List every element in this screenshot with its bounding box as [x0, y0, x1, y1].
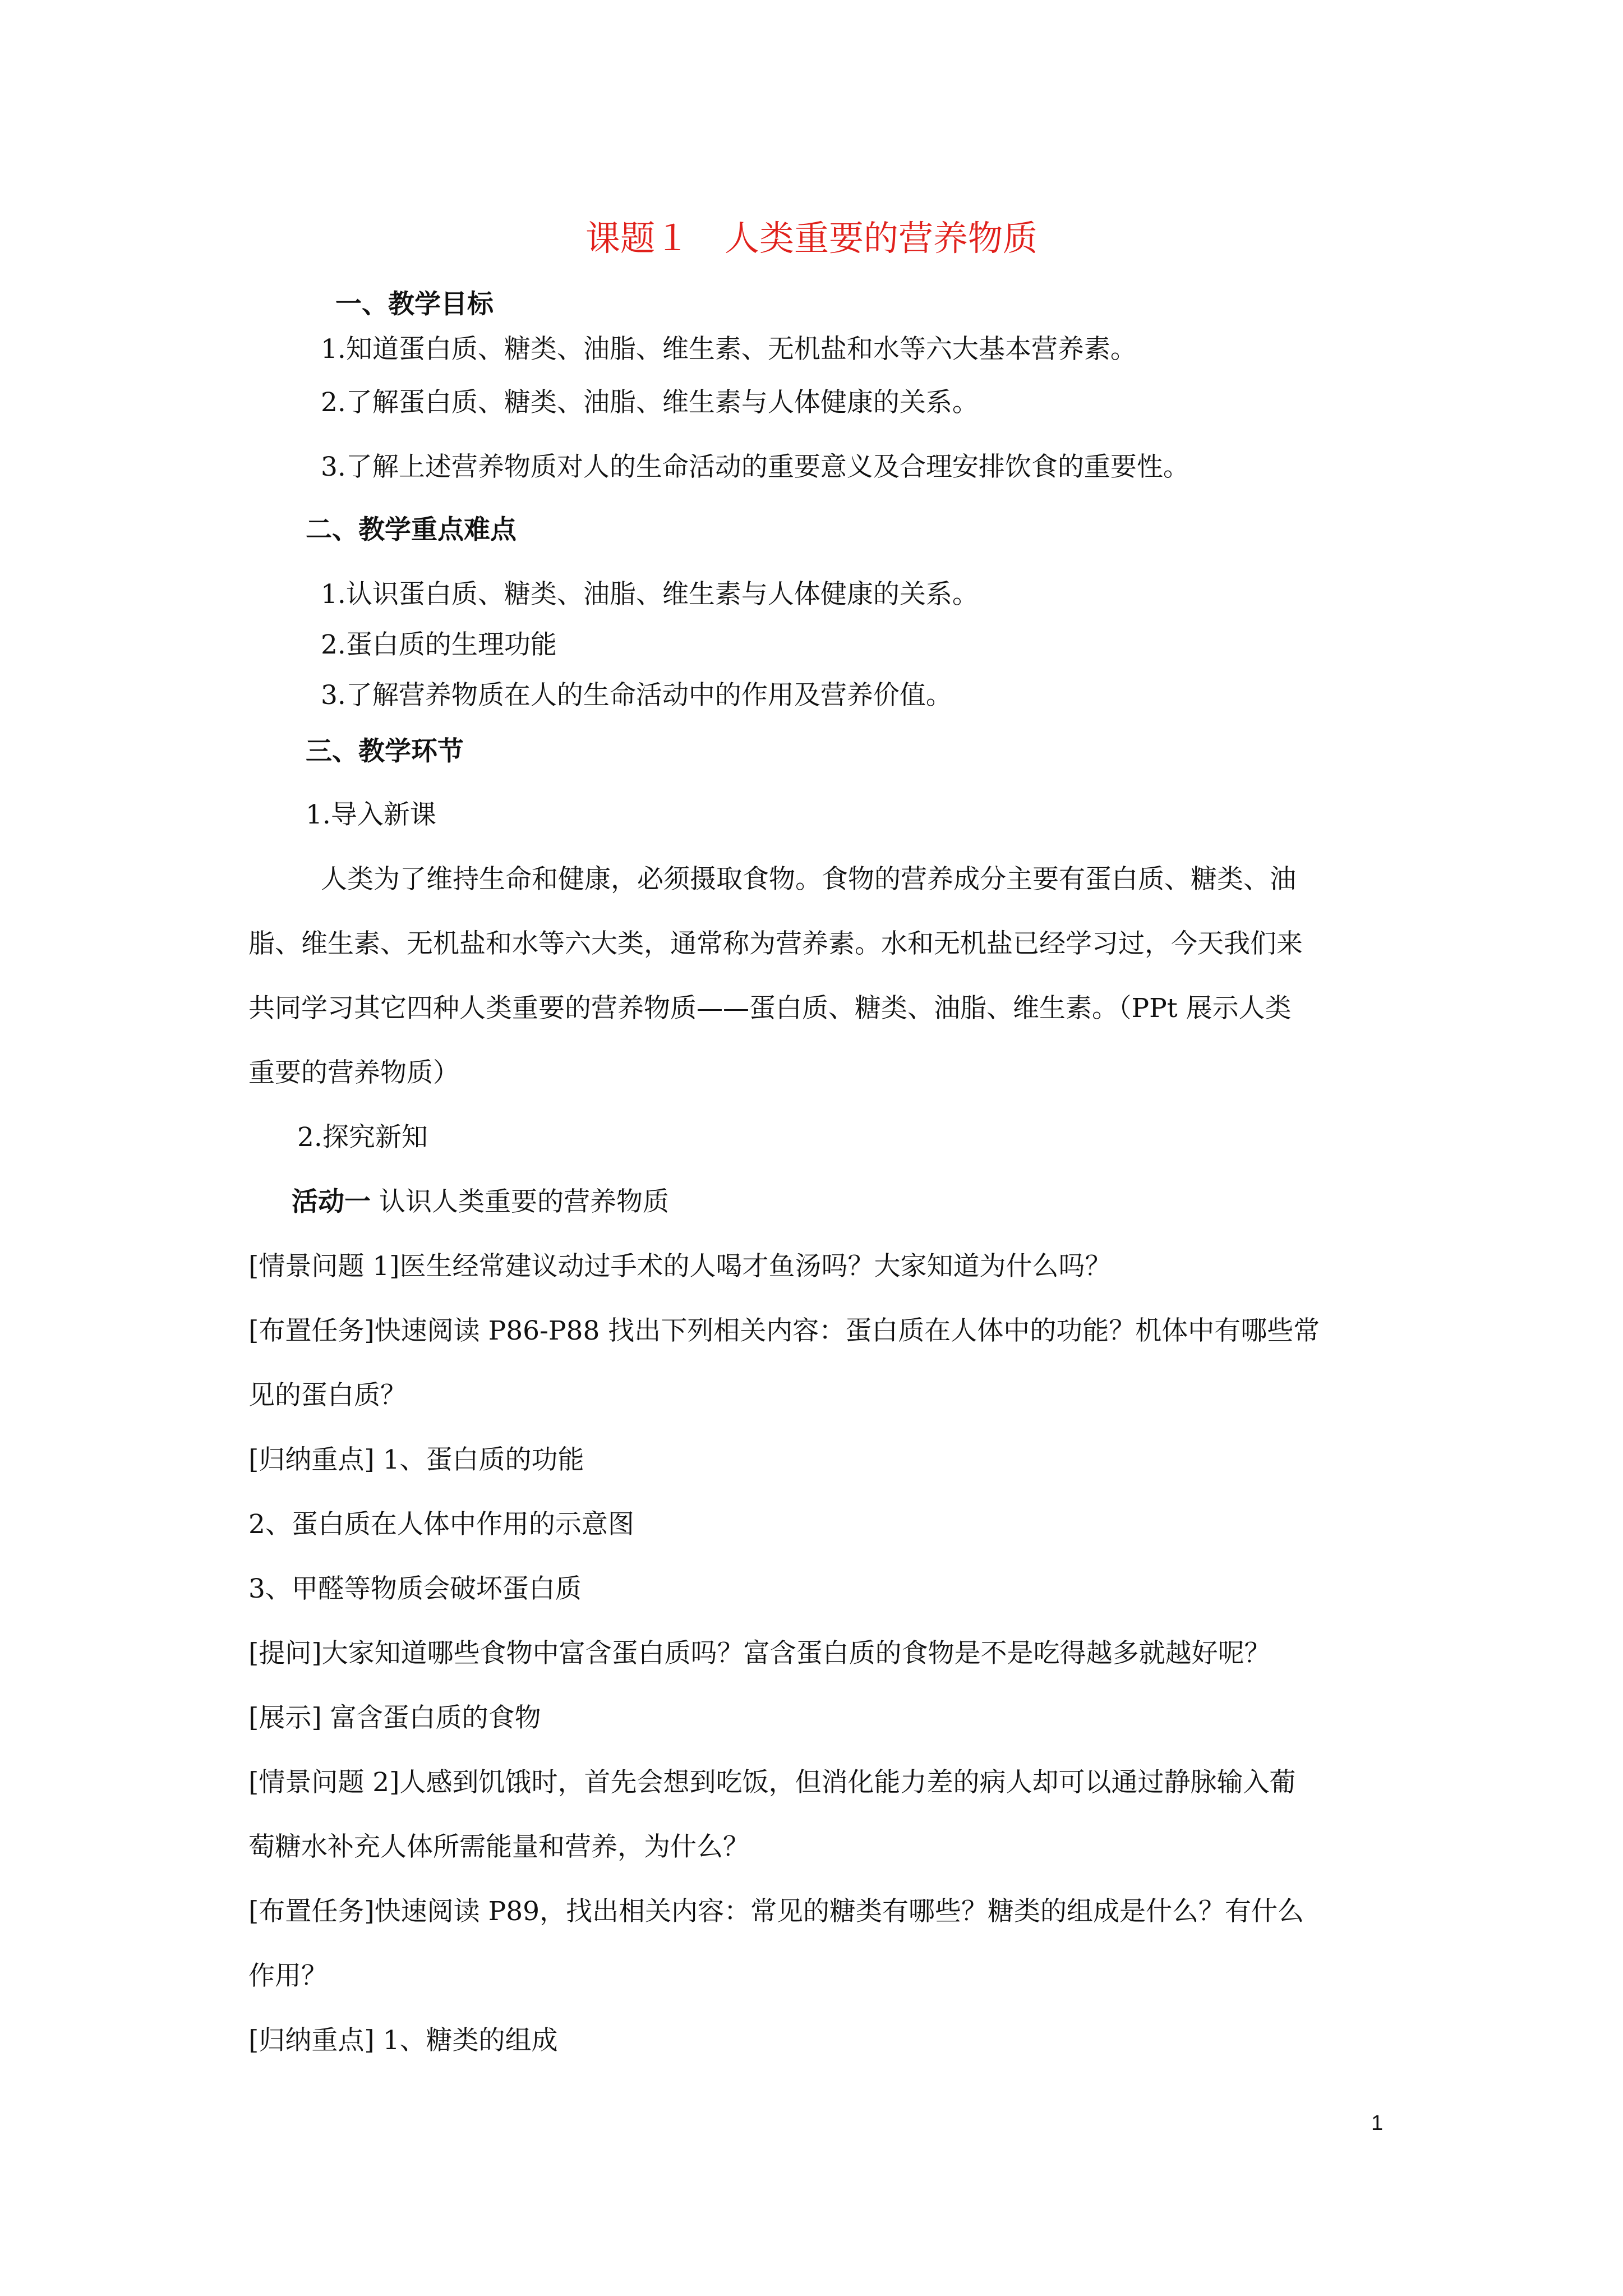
- activity-text: 认识人类重要的营养物质: [371, 1186, 669, 1217]
- scenario-question-2-line: [情景问题 2]人感到饥饿时，首先会想到吃饭，但消化能力差的病人却可以通过静脉输入葡: [248, 1767, 1296, 1798]
- summary-1-line: 3、甲醛等物质会破坏蛋白质: [248, 1573, 582, 1604]
- question-line: [提问]大家知道哪些食物中富含蛋白质吗？富含蛋白质的食物是不是吃得越多就越好呢？: [248, 1638, 1271, 1669]
- objectives-heading: 一、教学目标: [335, 289, 494, 320]
- objective-3: 3.了解上述营养物质对人的生命活动的重要意义及合理安排饮食的重要性。: [321, 452, 1189, 482]
- intro-paragraph-line: 人类为了维持生命和健康，必须摄取食物。食物的营养成分主要有蛋白质、糖类、油: [321, 864, 1296, 895]
- keypoints-heading: 二、教学重点难点: [306, 514, 517, 545]
- task-2-line: [布置任务]快速阅读 P89，找出相关内容：常见的糖类有哪些？糖类的组成是什么？有什么: [248, 1896, 1304, 1927]
- activity-line: [292, 1182, 669, 1222]
- activity-label: 活动一: [292, 1186, 371, 1217]
- task-1-line: 见的蛋白质？: [248, 1380, 407, 1411]
- steps-heading: 三、教学环节: [306, 736, 464, 767]
- display-line: [展示] 富含蛋白质的食物: [248, 1703, 541, 1733]
- scenario-question-1: [情景问题 1]医生经常建议动过手术的人喝才鱼汤吗？大家知道为什么吗？: [248, 1251, 1112, 1282]
- page-number: 1: [1371, 2111, 1384, 2135]
- document-title: 课题１ 人类重要的营养物质: [585, 218, 1038, 259]
- step-1: 1.导入新课: [306, 799, 436, 830]
- objective-2: 2.了解蛋白质、糖类、油脂、维生素与人体健康的关系。: [321, 387, 979, 418]
- keypoint-1: 1.认识蛋白质、糖类、油脂、维生素与人体健康的关系。: [321, 579, 979, 610]
- intro-paragraph-line: 重要的营养物质）: [248, 1057, 459, 1088]
- summary-2-line: [归纳重点] 1、糖类的组成: [248, 2025, 558, 2056]
- keypoint-3: 3.了解营养物质在人的生命活动中的作用及营养价值。: [321, 680, 952, 711]
- objective-1: 1.知道蛋白质、糖类、油脂、维生素、无机盐和水等六大基本营养素。: [321, 334, 1137, 365]
- scenario-question-2-line: 萄糖水补充人体所需能量和营养，为什么？: [248, 1832, 749, 1862]
- summary-1-line: [归纳重点] 1、蛋白质的功能: [248, 1444, 584, 1475]
- summary-1-line: 2、蛋白质在人体中作用的示意图: [248, 1509, 634, 1540]
- keypoint-2: 2.蛋白质的生理功能: [321, 629, 557, 660]
- task-1-line: [布置任务]快速阅读 P86-P88 找出下列相关内容：蛋白质在人体中的功能？机体中有哪些常: [248, 1315, 1320, 1346]
- task-2-line: 作用？: [248, 1961, 328, 1991]
- intro-paragraph-line: 共同学习其它四种人类重要的营养物质——蛋白质、糖类、油脂、维生素。（PPt 展示人类: [248, 993, 1292, 1024]
- intro-paragraph-line: 脂、维生素、无机盐和水等六大类，通常称为营养素。水和无机盐已经学习过，今天我们来: [248, 928, 1303, 959]
- step-2: 2.探究新知: [297, 1122, 428, 1153]
